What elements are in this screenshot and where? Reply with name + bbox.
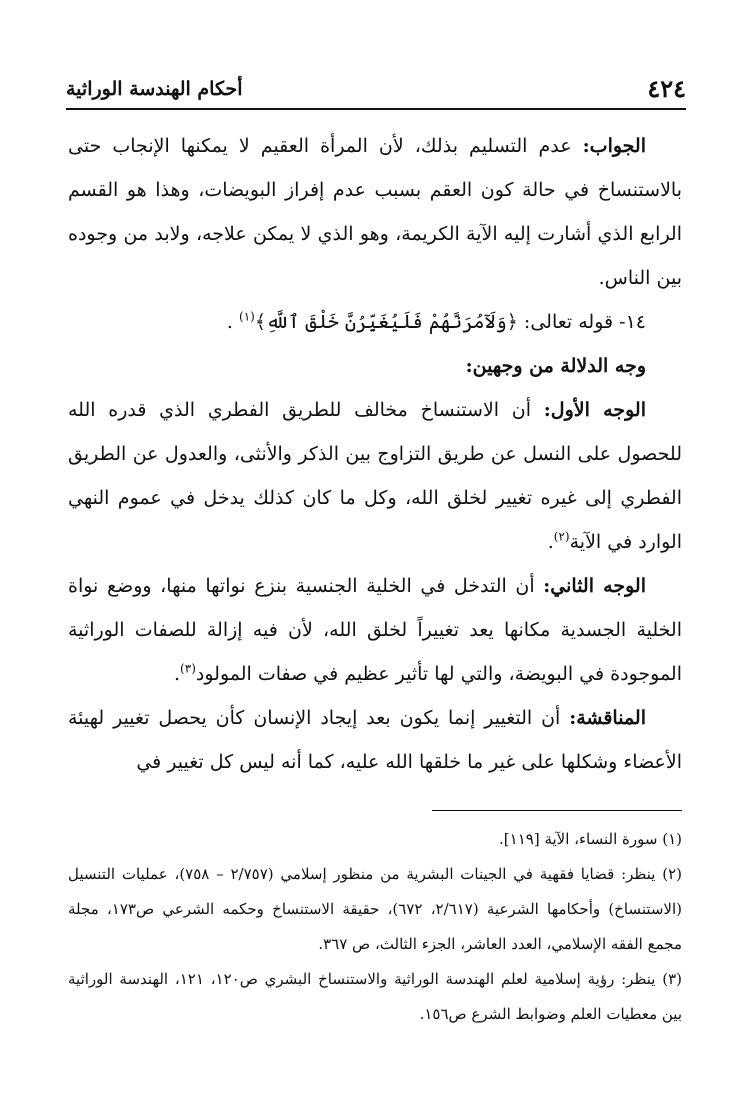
footnote-ref-3[interactable]: (٣) <box>180 661 196 676</box>
discussion-text: أن التغيير إنما يكون بعد إيجاد الإنسان كأن يحصل تغيير لهيئة الأعضاء وشكلها على غير ما خلقها الله عليه، كما أنه ليس كل تغيير في <box>68 707 682 773</box>
first-aspect-end: . <box>547 531 554 553</box>
footnote-1: (١) سورة النساء، الآية [١١٩]. <box>499 830 682 848</box>
first-aspect-paragraph <box>68 388 682 564</box>
second-aspect-text: أن التدخل في الخلية الجنسية بنزع نواتها منها، ووضع نواة الخلية الجسدية مكانها يعد تغييراً لخلق الله، لأن فيه إزالة للصفات الوراثية الموجودة في البويضة، والتي لها تأثير عظيم في صفات المولود <box>68 575 682 685</box>
second-aspect-paragraph <box>68 564 682 696</box>
first-aspect-label: الوجه الأول: <box>543 399 646 421</box>
item-14-end: . <box>226 311 240 333</box>
answer-paragraph <box>68 124 682 300</box>
evidence-heading: وجه الدلالة من وجهين: <box>465 355 646 377</box>
page-header <box>66 72 686 106</box>
header-rule <box>66 108 686 110</box>
item-14-prefix: ١٤- قوله تعالى: <box>517 311 646 333</box>
answer-label: الجواب: <box>582 135 646 157</box>
discussion-paragraph <box>68 696 682 784</box>
quran-verse: ﴿وَلَآمُرَنَّهُمْ فَلَيُغَيِّرُنَّ خَلْقَ ٱللَّهِ﴾ <box>254 311 518 333</box>
footnotes <box>68 822 682 1032</box>
page-number: ٤٢٤ <box>647 74 686 103</box>
footnote-ref-2[interactable]: (٢) <box>553 529 570 544</box>
discussion-label: المناقشة: <box>569 707 646 729</box>
footnote-rule <box>432 810 682 811</box>
running-title: أحكام الهندسة الوراثية <box>66 78 243 100</box>
second-aspect-end: . <box>174 663 181 685</box>
first-aspect-text: أن الاستنساخ مخالف للطريق الفطري الذي قدره الله للحصول على النسل عن طريق التزاوج بين الذكر والأنثى، والعدول عن الطريق الفطري إلى غيره تغيير لخلق الله، وكل ما كان كذلك يدخل في عموم النهي الوارد في الآية <box>68 399 682 553</box>
second-aspect-label: الوجه الثاني: <box>543 575 646 597</box>
footnote-2: (٢) ينظر: قضايا فقهية في الجينات البشرية من منظور إسلامي (٢/٧٥٧ – ٧٥٨)، عمليات التنسيل (الاستنساخ) وأحكامها الشرعية (٢/٦١٧، ٦٧٢)، حقيقة الاستنساخ وحكمه الشرعي ص١٧٣، مجلة مجمع الفقه الإسلامي، العدد العاشر، الجزء الثالث، ص ٣٦٧. <box>68 865 683 953</box>
item-14-paragraph <box>68 300 682 344</box>
footnote-3: (٣) ينظر: رؤية إسلامية لعلم الهندسة الوراثية والاستنساخ البشري ص١٢٠، ١٢١، الهندسة الوراثية بين معطيات العلم وضوابط الشرع ص١٥٦. <box>68 970 683 1023</box>
footnote-ref-1[interactable]: (١) <box>239 309 255 324</box>
answer-text: عدم التسليم بذلك، لأن المرأة العقيم لا يمكنها الإنجاب حتى بالاستنساخ في حالة كون العقم بسبب عدم إفراز البويضات، وهذا هو القسم الرابع الذي أشارت إليه الآية الكريمة، وهو الذي لا يمكن علاجه، ولابد من وجوده بين الناس. <box>68 135 682 289</box>
main-text <box>68 124 682 784</box>
